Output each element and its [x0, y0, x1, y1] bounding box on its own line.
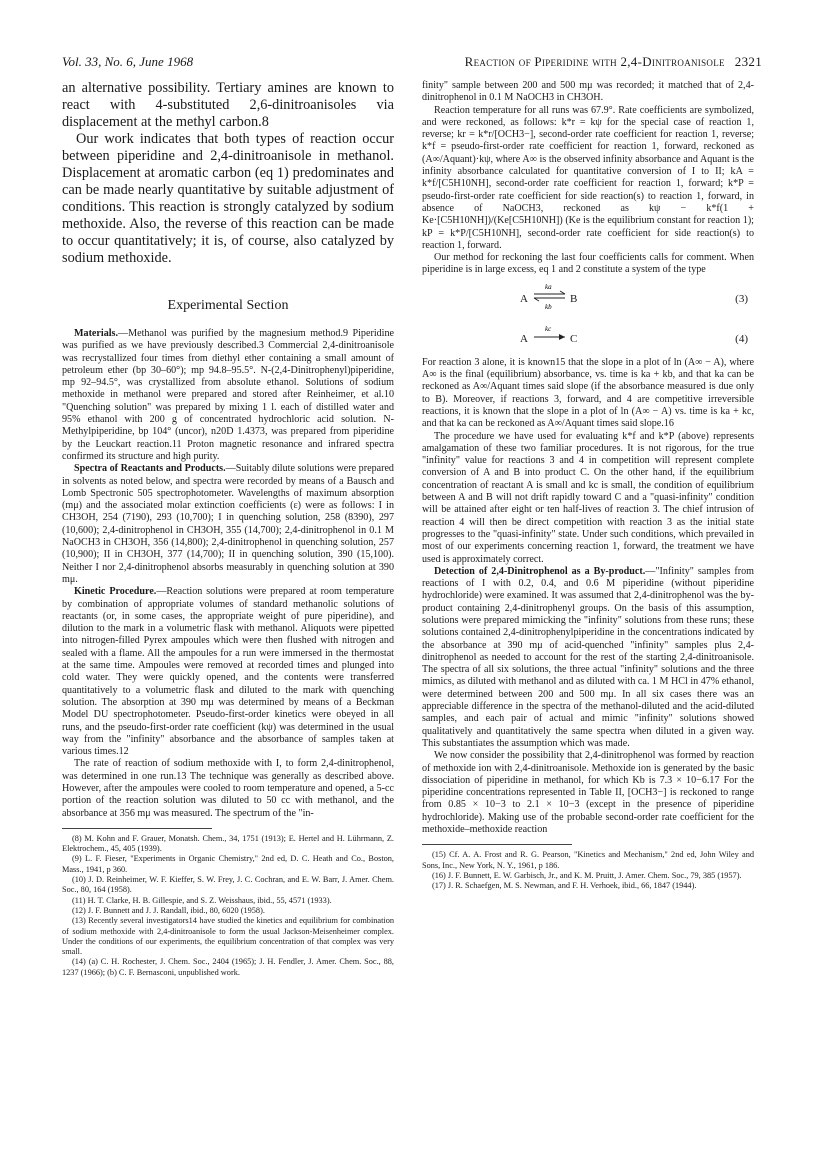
equation-number: (3): [735, 292, 748, 305]
footnote-rule: [422, 844, 572, 845]
run-in-heading: Spectra of Reactants and Products.: [74, 463, 226, 475]
intro-text: [62, 80, 394, 267]
experimental-body: [62, 328, 394, 820]
intro-paragraph: an alternative possibility. Tertiary amines are known to react with 4-substituted 2,6-dinitroanisoles via displacement at the methyl carbon.8: [62, 80, 394, 130]
arrow-icon: [532, 321, 568, 351]
rate-label-ka: ka: [545, 282, 552, 291]
journal-info: Vol. 33, No. 6, June 1968: [62, 54, 194, 69]
species-c: C: [570, 332, 578, 345]
procedure-paragraph: The procedure we have used for evaluating k*f and k*P (above) represents amalgamation of these two familiar procedures. It is not rigorous, for the true "infinity" value for reactions 3 and 4 in competition will represent complete conversion of A and B into product C. On the other hand, if the equilibrium concentration of reactant A is small and kc is small, the condition of equilibrium between A and B will not drift rapidly toward C and a "quasi-infinity" condition will be attained after eight or ten half-lives of reaction 3. The chief intrusion of reaction 4 will then be direct competition with reaction 3 as the initial state progresses to the "quasi-infinity" state. Under such conditions, which prevailed in most of our experiments concerning reaction 1, forward, the treatment we have used is approximately correct.: [422, 430, 754, 565]
species-a: A: [520, 292, 528, 305]
run-in-heading: Materials.: [74, 328, 119, 339]
footnote-rule: [62, 828, 212, 829]
method-paragraph: Our method for reckoning the last four coefficients calls for comment. When piperidine is in large excess, eq 1 and 2 constitute a system of the type: [422, 252, 754, 276]
rate-paragraph: The rate of reaction of sodium methoxide with I, to form 2,4-dinitrophenol, was determined in one run.13 The technique was generally as described above. However, after the ampoules were cooled to room temperature and opened, a 5-cc portion of the reaction solution was diluted to 50 cc with methanol, and the absorbance at 356 mμ was measured. The spectrum of the "in-: [62, 758, 394, 819]
running-header: [62, 54, 762, 74]
footnotes-left: [62, 834, 394, 978]
species-a: A: [520, 332, 528, 345]
intro-paragraph: Our work indicates that both types of reaction occur between piperidine and 2,4-dinitroanisole in methanol. Displacement at aromatic carbon (eq 1) predominates and can be made nearly quantitative by suitable adjustment of conditions. This reaction is strongly catalyzed by sodium methoxide. Also, the reverse of this reaction can be made to occur quantitatively; it is, of course, also catalyzed by sodium methoxide.: [62, 131, 394, 266]
footnote: (11) H. T. Clarke, H. B. Gillespie, and S. Z. Weisshaus, ibid., 55, 4571 (1933).: [72, 895, 332, 905]
spectra-text: —Suitably dilute solutions were prepared in solvents as noted below, and spectra were recorded by means of a Bausch and Lomb Spectronic 505 spectrophotometer. Wavelengths of maximum absorption (mμ) and the associated molar extinction coefficients (ε) were as follows: I in CH3OH, 254 (7190), 293 (10,700); I in quenching solution, 258 (8390), 297 (10,600); 2,4-dinitrophenol in CH3OH, 355 (14,700); 2,4-dinitrophenol in 0.1 M NaOCH3 in CH3OH, 356 (14,800); 2,4-dinitrophenol in quenching solution, 257 (10,900); II in CH3OH, 377 (14,700); II in quenching solution, 390 (15,100). Neither I nor 2,4-dinitrophenol absorbs measurably in quenching solution at 390 mμ.: [62, 463, 394, 585]
kinetic-text: —Reaction solutions were prepared at room temperature by combination of appropriate volumes of standard methanolic solutions of reactants (or, in some cases, the appropriate weight of pure piperidine), and dilution to the mark in a volumetric flask with methanol. Aliquots were pipetted into nitrogen-filled Pyrex ampoules which were then flushed with nitrogen and sealed with a flame. All the ampoules for a run were immersed in the thermostat at the same time. Ampoules were removed at recorded times and plunged into cold water. They were quickly opened, and the contents were transferred quantitatively to a volumetric flask and diluted to the mark with quenching solution. The absorption at 390 mμ was determined by means of a Beckman Model DU spectrophotometer. Pseudo-first-order kinetics were obeyed in all runs, and the pseudo-first-order rate coefficient (kψ) was determined in the usual way from the "infinity" absorbance and the absorbance of samples taken at various times.12: [62, 586, 394, 758]
footnotes-right: [422, 850, 754, 891]
footnote: (8) M. Kohn and F. Grauer, Monatsh. Chem., 34, 1751 (1913); E. Hertel and H. Lührmann, Z. Elektrochem., 45, 405 (1939).: [62, 833, 394, 854]
footnote: (15) Cf. A. A. Frost and R. G. Pearson, "Kinetics and Mechanism," 2nd ed, John Wiley and Sons, Inc., New York, N. Y., 1961, p 186.: [422, 850, 754, 870]
equation-number: (4): [735, 332, 748, 345]
rate-definitions: Reaction temperature for all runs was 67.9°. Rate coefficients are symbolized, and were reckoned, as follows: k*r = kψ for the special case of reaction 1, reverse; kr = k*r/[OCH3−], second-order rate coefficient for reaction 1, reverse; k*f = pseudo-first-order rate coefficient for reaction 1, forward, reckoned as (A∞/Aquant)·kψ, where A∞ is the observed infinity absorbance and Aquant is the infinity absorbance calculated for quantitative conversion of I to II; kA = k*f/[C5H10NH], second-order rate coefficient for reaction 1, forward; k*P = pseudo-first-order rate coefficient for side reaction(s) to reaction 1, forward, in absence of NaOCH3, reckoned as kψ − k*f(1 + Ke·[C5H10NH])/(Ke[C5H10NH]) (Ke is the equilibrium constant for reaction 1); kP = k*P/[C5H10NH], second-order rate coefficient for side reaction(s) to reaction 1, forward.: [422, 104, 754, 251]
section-title: Experimental Section: [167, 298, 289, 313]
footnote: (17) J. R. Schaefgen, M. S. Newman, and F. H. Verhoek, ibid., 66, 1847 (1944).: [432, 881, 697, 891]
rate-label-kb: kb: [545, 302, 552, 311]
footnote: (13) Recently several investigators14 have studied the kinetics and equilibrium for combination of sodium methoxide with 2,4-dinitroanisole to form the usual Jackson-Meisenheimer complex. Under the conditions of our experiments, the equilibrium concentration of that complex was very small.: [62, 916, 394, 957]
species-b: B: [570, 292, 578, 305]
right-column: [422, 80, 754, 892]
running-title-block: [465, 54, 762, 70]
footnote: (10) J. D. Reinheimer, W. F. Kieffer, S. W. Frey, J. C. Cochran, and E. W. Barr, J. Amer. Chem. Soc., 80, 164 (1958).: [62, 875, 394, 895]
equation-4: [422, 317, 754, 357]
left-column: [62, 80, 394, 978]
run-in-heading: Detection of 2,4-Dinitrophenol as a By-product.: [434, 565, 646, 577]
right-body: [422, 80, 754, 836]
materials-text: —Methanol was purified by the magnesium method.9 Piperidine was purified as we have previously described.3 Commercial 2,4-dinitroanisole was recrystallized four times from diethyl ether containing a small amount of petroleum ether (bp 30–60°); mp 94.8–95.5°. N-(2,4-Dinitrophenyl)piperidine, mp 92–94.5°, was crystallized from absolute ethanol. Solutions of sodium methoxide in methanol were prepared and stored after Reinheimer, et al.10 "Quenching solution" was prepared by mixing 1 l. each of distilled water and 95% ethanol with 200 g of concentrated hydrochloric acid solution. N-Methylpiperidine, bp 104° (uncor), n20D 1.4373, was prepared from piperidine by the Leuckart reaction.11 Proton magnetic resonance and infrared spectra confirmed its structure and high purity.: [62, 328, 394, 462]
continued-paragraph: finity" sample between 200 and 500 mμ was recorded; it matched that of 2,4-dinitrophenol in 0.1 M NaOCH3 in CH3OH.: [422, 80, 754, 104]
slope-paragraph: For reaction 3 alone, it is known15 that the slope in a plot of ln (A∞ − A), where A∞ is the final (equilibrium) absorbance, vs. time is ka + kb, and that ka can be reckoned as A∞/Aquant times said slope (if the absorbance measured is due only to B). Moreover, if reactions 3, forward, and 4 are competitive irreversible reactions, it is known that the slope in a plot of ln (A∞ − A) vs. time is ka + kc, and that ka can be reckoned as A∞/Aquant times said slope.16: [422, 356, 754, 430]
detection-text: —"Infinity" samples from reactions of I with 0.2, 0.4, and 0.6 M piperidine (without piperidine hydrochloride) were examined. It was assumed that 2,4-dinitrophenol was the by-product containing 2,4-dinitrophenyl groups. On the basis of this assumption, solutions were prepared mimicking the "infinity" solutions from these runs; these solutions contained 2,4-dinitrophenylpiperidine in the concentrations indicated by the absorbance at 390 mμ of acid-quenched "infinity" samples plus 2,4-dinitrophenol as needed to account for the rest of the starting 2,4-dinitroanisole. The spectra of all six solutions, the three actual "infinity" solutions and the three mimics, as diluted with methanol and as diluted with ca. 1 M HCl in 47% ethanol, were determined between 200 and 500 mμ. In all six cases there was an appreciable difference in the spectra of the methanol-diluted and the acid-diluted samples, and each pair of actual and mimic "infinity" solutions showed qualitatively and quantitatively the same spectra when diluted in a given way. This substantiates the assumption which was made.: [422, 565, 754, 749]
footnote: (16) J. F. Bunnett, E. W. Garbisch, Jr., and K. M. Pruitt, J. Amer. Chem. Soc., 79, 385 (1957).: [432, 870, 742, 880]
page-number: 2321: [734, 54, 762, 69]
footnote: (12) J. F. Bunnett and J. J. Randall, ibid., 80, 6020 (1958).: [72, 905, 265, 915]
rate-label-kc: kc: [545, 324, 552, 333]
run-in-heading: Kinetic Procedure.: [74, 586, 157, 598]
equation-3: [422, 277, 754, 317]
footnote: (9) L. F. Fieser, "Experiments in Organic Chemistry," 2nd ed, D. C. Heath and Co., Boston, Mass., 1941, p 360.: [62, 854, 394, 874]
running-title: Reaction of Piperidine with 2,4-Dinitroanisole: [464, 54, 725, 69]
footnote: (14) (a) C. H. Rochester, J. Chem. Soc., 2404 (1965); J. H. Fendler, J. Amer. Chem. Soc., 88, 1237 (1966); (b) C. F. Bernasconi, unpublished work.: [62, 957, 394, 977]
equilibrium-arrow-icon: [532, 281, 568, 311]
methoxide-paragraph: We now consider the possibility that 2,4-dinitrophenol was formed by reaction of methoxide ion with 2,4-dinitroanisole. Methoxide ion is generated by the basic dissociation of piperidine in methanol, for which Kb is 7.3 × 10−6.17 For the piperidine concentrations represented in Table II, [OCH3−] is reckoned to range from 0.85 × 10−3 to 2.1 × 10−3 (except in the presence of piperidine hydrochloride). Making use of the probable second-order rate coefficient for the methoxide–methoxide reaction: [422, 750, 754, 836]
